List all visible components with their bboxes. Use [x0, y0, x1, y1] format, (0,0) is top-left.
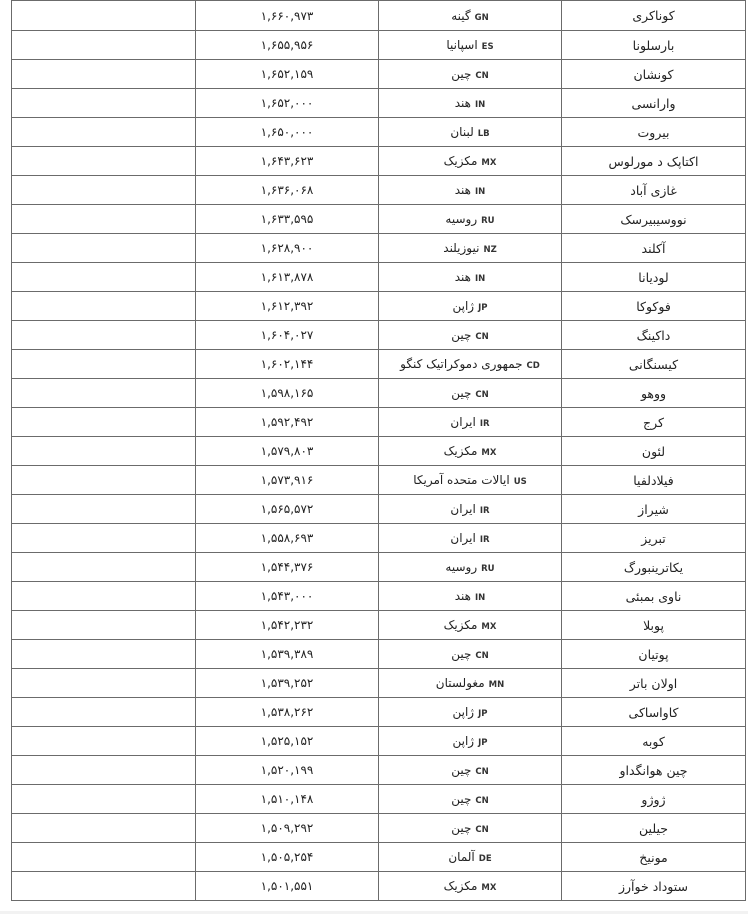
- country-cell: [379, 60, 562, 89]
- city-name: فیلادلفیا: [633, 472, 674, 488]
- population-value: ۱,۵۷۳,۹۱۶: [260, 473, 314, 487]
- population-value: ۱,۶۲۸,۹۰۰: [260, 241, 314, 255]
- population-cell: [196, 495, 379, 524]
- population-value: ۱,۶۵۰,۰۰۰: [260, 125, 314, 139]
- country-name: هند: [454, 589, 471, 603]
- country-name: مکزیک: [443, 444, 478, 458]
- country-name: ایران: [450, 531, 476, 545]
- city-name: کوناکری: [632, 8, 675, 23]
- country-code: DE: [478, 854, 492, 864]
- city-cell: [562, 582, 746, 611]
- population-cell: [196, 669, 379, 698]
- city-name: کونشان: [633, 66, 674, 82]
- population-value: ۱,۵۴۲,۲۳۲: [260, 618, 314, 632]
- country-cell: [379, 640, 562, 669]
- population-cell: [196, 263, 379, 292]
- country-name: مغولستان: [435, 676, 485, 690]
- city-cell: [562, 321, 746, 350]
- empty-cell: [12, 437, 196, 466]
- empty-cell: [12, 263, 196, 292]
- city-name: شیراز: [638, 501, 669, 517]
- empty-cell: [12, 408, 196, 437]
- country-code: CN: [475, 332, 489, 342]
- city-population-table-container: [11, 0, 745, 901]
- country-code: MX: [481, 158, 497, 168]
- country-name: هند: [454, 270, 471, 284]
- table-row: [12, 843, 746, 872]
- empty-cell: [12, 60, 196, 89]
- city-cell: [562, 118, 746, 147]
- city-cell: [562, 553, 746, 582]
- country-cell: [379, 147, 562, 176]
- table-row: [12, 553, 746, 582]
- city-name: کیسنگانی: [628, 356, 679, 372]
- country-cell: [379, 814, 562, 843]
- city-name: اکتاپک د مورلوس: [608, 153, 699, 169]
- country-cell: [379, 495, 562, 524]
- city-name: تبریز: [641, 530, 666, 546]
- empty-cell: [12, 321, 196, 350]
- population-value: ۱,۵۴۴,۳۷۶: [260, 560, 314, 574]
- population-cell: [196, 814, 379, 843]
- city-cell: [562, 408, 746, 437]
- table-row: [12, 437, 746, 466]
- table-row: [12, 524, 746, 553]
- city-name: ژوژو: [641, 791, 666, 807]
- population-value: ۱,۵۷۹,۸۰۳: [260, 444, 314, 458]
- country-cell: [379, 872, 562, 901]
- population-cell: [196, 31, 379, 60]
- population-cell: [196, 727, 379, 756]
- city-name: مونیخ: [639, 849, 668, 865]
- country-name: هند: [454, 183, 471, 197]
- empty-cell: [12, 31, 196, 60]
- city-cell: [562, 350, 746, 379]
- country-cell: [379, 727, 562, 756]
- population-value: ۱,۵۵۸,۶۹۳: [260, 531, 314, 545]
- empty-cell: [12, 785, 196, 814]
- country-name: چین: [451, 647, 472, 661]
- country-code: JP: [478, 303, 488, 313]
- table-row: [12, 1, 746, 31]
- table-row: [12, 292, 746, 321]
- country-cell: [379, 756, 562, 785]
- table-row: [12, 89, 746, 118]
- country-cell: [379, 698, 562, 727]
- country-cell: [379, 408, 562, 437]
- empty-cell: [12, 147, 196, 176]
- country-name: چین: [451, 792, 472, 806]
- country-name: ژاپن: [452, 705, 475, 719]
- population-cell: [196, 176, 379, 205]
- table-row: [12, 60, 746, 89]
- population-value: ۱,۶۵۲,۰۰۰: [260, 96, 314, 110]
- country-cell: [379, 89, 562, 118]
- empty-cell: [12, 292, 196, 321]
- empty-cell: [12, 669, 196, 698]
- country-code: RU: [481, 216, 495, 226]
- country-cell: [379, 582, 562, 611]
- population-cell: [196, 582, 379, 611]
- city-cell: [562, 495, 746, 524]
- country-code: CN: [475, 651, 489, 661]
- empty-cell: [12, 176, 196, 205]
- empty-cell: [12, 582, 196, 611]
- country-code: IN: [474, 274, 486, 284]
- country-code: LB: [477, 129, 490, 139]
- city-name: پوتیان: [638, 646, 669, 662]
- country-cell: [379, 31, 562, 60]
- city-name: فوکوکا: [636, 298, 671, 314]
- city-cell: [562, 31, 746, 60]
- city-cell: [562, 263, 746, 292]
- country-name: چین: [451, 763, 472, 777]
- population-cell: [196, 872, 379, 901]
- table-row: [12, 234, 746, 263]
- country-code: US: [513, 477, 527, 487]
- population-cell: [196, 350, 379, 379]
- table-row: [12, 611, 746, 640]
- empty-cell: [12, 234, 196, 263]
- city-cell: [562, 611, 746, 640]
- population-value: ۱,۶۵۵,۹۵۶: [260, 38, 314, 52]
- population-cell: [196, 147, 379, 176]
- country-cell: [379, 611, 562, 640]
- population-cell: [196, 118, 379, 147]
- table-row: [12, 147, 746, 176]
- country-code: RU: [481, 564, 495, 574]
- country-cell: [379, 553, 562, 582]
- population-value: ۱,۶۳۳,۵۹۵: [260, 212, 314, 226]
- country-cell: [379, 118, 562, 147]
- city-cell: [562, 379, 746, 408]
- empty-cell: [12, 118, 196, 147]
- country-code: ES: [481, 42, 494, 52]
- city-cell: [562, 524, 746, 553]
- country-cell: [379, 466, 562, 495]
- empty-cell: [12, 495, 196, 524]
- table-row: [12, 698, 746, 727]
- empty-cell: [12, 350, 196, 379]
- city-cell: [562, 1, 746, 31]
- empty-cell: [12, 698, 196, 727]
- table-row: [12, 263, 746, 292]
- population-value: ۱,۶۱۳,۸۷۸: [260, 270, 314, 284]
- country-code: IN: [474, 187, 486, 197]
- table-row: [12, 321, 746, 350]
- country-name: مکزیک: [443, 154, 478, 168]
- country-code: JP: [478, 738, 488, 748]
- country-code: MN: [488, 680, 505, 690]
- empty-cell: [12, 756, 196, 785]
- population-cell: [196, 640, 379, 669]
- country-code: CN: [475, 767, 489, 777]
- population-value: ۱,۵۳۸,۲۶۲: [260, 705, 314, 719]
- population-value: ۱,۵۶۵,۵۷۲: [260, 502, 314, 516]
- city-name: ووهو: [640, 385, 667, 401]
- city-name: آکلند: [641, 240, 666, 256]
- city-name: داکینگ: [636, 327, 671, 343]
- population-value: ۱,۵۳۹,۳۸۹: [260, 647, 314, 661]
- empty-cell: [12, 553, 196, 582]
- city-cell: [562, 234, 746, 263]
- city-cell: [562, 669, 746, 698]
- country-code: IR: [479, 419, 490, 429]
- city-name: لودیانا: [638, 269, 669, 285]
- country-name: چین: [451, 821, 472, 835]
- table-row: [12, 466, 746, 495]
- country-name: اسپانیا: [446, 38, 478, 52]
- city-name: چین هوانگداو: [619, 762, 688, 778]
- country-name: چین: [451, 67, 472, 81]
- country-code: CN: [475, 390, 489, 400]
- city-cell: [562, 60, 746, 89]
- population-cell: [196, 408, 379, 437]
- population-cell: [196, 756, 379, 785]
- empty-cell: [12, 524, 196, 553]
- city-name: پوبلا: [643, 617, 664, 633]
- country-cell: [379, 176, 562, 205]
- country-code: MX: [481, 883, 497, 893]
- empty-cell: [12, 379, 196, 408]
- country-name: ژاپن: [452, 299, 475, 313]
- population-value: ۱,۶۴۳,۶۲۳: [260, 154, 314, 168]
- empty-cell: [12, 611, 196, 640]
- city-name: ستوداد خوآرز: [618, 878, 688, 894]
- country-name: گینه: [451, 8, 471, 23]
- population-value: ۱,۵۲۰,۱۹۹: [260, 763, 314, 777]
- city-cell: [562, 89, 746, 118]
- country-name: روسیه: [445, 560, 478, 574]
- city-name: کاواساکی: [628, 704, 679, 720]
- population-value: ۱,۶۱۲,۳۹۲: [260, 299, 314, 313]
- population-cell: [196, 292, 379, 321]
- country-name: لبنان: [450, 125, 474, 139]
- country-name: ژاپن: [452, 734, 475, 748]
- city-name: کرج: [643, 414, 664, 430]
- country-name: جمهوری دموکراتیک کنگو: [400, 357, 523, 371]
- country-name: چین: [451, 328, 472, 342]
- population-value: ۱,۶۰۲,۱۴۴: [260, 357, 314, 371]
- country-code: CN: [475, 825, 489, 835]
- city-name: یکاترینبورگ: [623, 559, 684, 575]
- population-value: ۱,۵۹۲,۴۹۲: [260, 415, 314, 429]
- population-cell: [196, 205, 379, 234]
- population-value: ۱,۶۶۰,۹۷۳: [260, 8, 314, 23]
- empty-cell: [12, 1, 196, 31]
- country-code: IN: [474, 593, 486, 603]
- table-row: [12, 176, 746, 205]
- country-name: مکزیک: [443, 618, 478, 632]
- country-cell: [379, 843, 562, 872]
- city-cell: [562, 466, 746, 495]
- city-name: اولان باتر: [629, 675, 678, 691]
- city-cell: [562, 292, 746, 321]
- city-cell: [562, 785, 746, 814]
- country-name: مکزیک: [443, 879, 478, 893]
- table-row: [12, 785, 746, 814]
- table-row: [12, 31, 746, 60]
- population-cell: [196, 611, 379, 640]
- city-name: جیلین: [639, 820, 668, 836]
- table-row: [12, 669, 746, 698]
- table-row: [12, 118, 746, 147]
- country-cell: [379, 379, 562, 408]
- country-code: MX: [481, 448, 497, 458]
- population-cell: [196, 89, 379, 118]
- table-row: [12, 756, 746, 785]
- city-cell: [562, 698, 746, 727]
- country-cell: [379, 1, 562, 31]
- population-cell: [196, 698, 379, 727]
- country-code: MX: [481, 622, 497, 632]
- empty-cell: [12, 843, 196, 872]
- population-value: ۱,۵۲۵,۱۵۲: [260, 734, 314, 748]
- table-row: [12, 814, 746, 843]
- population-cell: [196, 466, 379, 495]
- population-value: ۱,۵۰۵,۲۵۴: [260, 850, 314, 864]
- country-cell: [379, 785, 562, 814]
- table-row: [12, 379, 746, 408]
- country-cell: [379, 205, 562, 234]
- city-population-table: [11, 0, 746, 901]
- city-name: کوبه: [642, 733, 665, 749]
- city-name: بیروت: [637, 124, 670, 140]
- population-cell: [196, 60, 379, 89]
- country-name: آلمان: [448, 850, 475, 864]
- country-cell: [379, 263, 562, 292]
- city-cell: [562, 205, 746, 234]
- city-name: غازی آباد: [630, 182, 677, 198]
- country-cell: [379, 321, 562, 350]
- city-cell: [562, 872, 746, 901]
- country-name: ایالات متحده آمریکا: [413, 473, 510, 487]
- country-name: هند: [454, 96, 471, 110]
- country-code: GN: [474, 12, 489, 23]
- country-name: نیوزیلند: [443, 241, 480, 255]
- country-code: CN: [475, 71, 489, 81]
- city-name: بارسلونا: [632, 37, 675, 53]
- population-value: ۱,۵۳۹,۲۵۲: [260, 676, 314, 690]
- table-row: [12, 727, 746, 756]
- empty-cell: [12, 872, 196, 901]
- country-cell: [379, 234, 562, 263]
- population-cell: [196, 843, 379, 872]
- country-code: IN: [474, 100, 486, 110]
- table-row: [12, 205, 746, 234]
- country-code: NZ: [483, 245, 497, 255]
- city-cell: [562, 756, 746, 785]
- population-cell: [196, 1, 379, 31]
- city-cell: [562, 147, 746, 176]
- country-cell: [379, 437, 562, 466]
- population-value: ۱,۵۹۸,۱۶۵: [260, 386, 314, 400]
- city-cell: [562, 437, 746, 466]
- empty-cell: [12, 640, 196, 669]
- country-cell: [379, 292, 562, 321]
- city-cell: [562, 814, 746, 843]
- city-name: نووسیبیرسک: [620, 211, 687, 227]
- city-cell: [562, 176, 746, 205]
- country-name: روسیه: [445, 212, 478, 226]
- empty-cell: [12, 89, 196, 118]
- population-cell: [196, 785, 379, 814]
- empty-cell: [12, 205, 196, 234]
- country-cell: [379, 350, 562, 379]
- population-cell: [196, 234, 379, 263]
- empty-cell: [12, 814, 196, 843]
- table-row: [12, 408, 746, 437]
- city-cell: [562, 727, 746, 756]
- city-name: لئون: [641, 443, 666, 459]
- population-cell: [196, 321, 379, 350]
- table-row: [12, 350, 746, 379]
- population-cell: [196, 379, 379, 408]
- table-row: [12, 495, 746, 524]
- country-code: IR: [479, 535, 490, 545]
- country-code: IR: [479, 506, 490, 516]
- population-value: ۱,۵۰۹,۲۹۲: [260, 821, 314, 835]
- population-cell: [196, 553, 379, 582]
- population-value: ۱,۵۰۱,۵۵۱: [260, 879, 314, 893]
- city-cell: [562, 640, 746, 669]
- country-code: CD: [526, 361, 540, 371]
- empty-cell: [12, 727, 196, 756]
- city-name: وارانسی: [631, 95, 676, 111]
- population-cell: [196, 437, 379, 466]
- city-cell: [562, 843, 746, 872]
- population-value: ۱,۶۵۲,۱۵۹: [260, 67, 314, 81]
- country-cell: [379, 524, 562, 553]
- population-value: ۱,۶۳۶,۰۶۸: [260, 183, 314, 197]
- country-name: ایران: [450, 502, 476, 516]
- country-code: JP: [478, 709, 488, 719]
- population-cell: [196, 524, 379, 553]
- country-name: چین: [451, 386, 472, 400]
- table-body: [12, 1, 746, 901]
- country-code: CN: [475, 796, 489, 806]
- population-value: ۱,۵۴۳,۰۰۰: [260, 589, 314, 603]
- table-row: [12, 582, 746, 611]
- population-value: ۱,۵۱۰,۱۴۸: [260, 792, 314, 806]
- city-name: ناوی بمبئی: [625, 588, 682, 604]
- table-row: [12, 872, 746, 901]
- country-cell: [379, 669, 562, 698]
- table-row: [12, 640, 746, 669]
- empty-cell: [12, 466, 196, 495]
- population-value: ۱,۶۰۴,۰۲۷: [260, 328, 314, 342]
- country-name: ایران: [450, 415, 476, 429]
